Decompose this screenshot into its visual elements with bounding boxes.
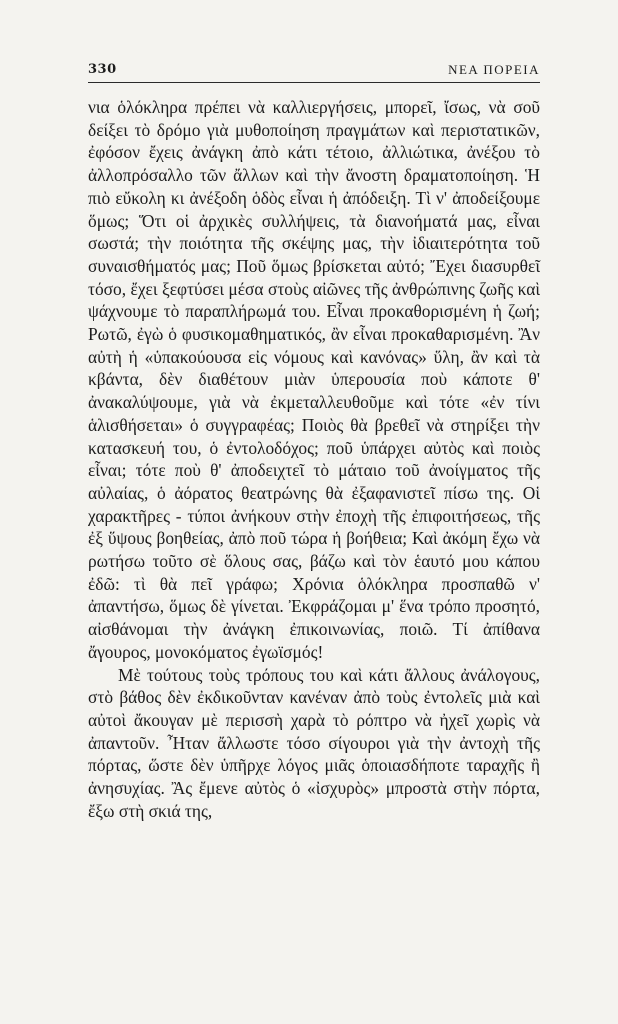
page-header	[88, 60, 540, 84]
paragraph-2: Μὲ τούτους τοὺς τρόπους του καὶ κάτι ἄλλους ἀνάλογους, στὸ βάθος δὲν ἐκδικοῦνταν κανέναν ἀπὸ τοὺς ἐντολεῖς μιὰ καὶ αὐτοὶ ἄκουγαν μὲ περισσὴ χαρὰ τὸ ρόπτρο νὰ ἠχεῖ χωρὶς νὰ ἀπαντοῦν. Ἦταν ἄλλωστε τόσο σίγουροι γιὰ τὴν ἀντοχὴ τῆς πόρτας, ὥστε δὲν ὑπῆρχε λόγος μιᾶς ὁποιασδήποτε ταραχῆς ἢ ἀνησυχίας. Ἂς ἔμενε αὐτὸς ὁ «ἰσχυρὸς» μπροστὰ στὴν πόρτα, ἔξω στὴ σκιά της,	[88, 664, 540, 821]
body-text	[88, 96, 540, 823]
header-rule	[88, 82, 540, 83]
paragraph-1: νια ὁλόκληρα πρέπει νὰ καλλιεργήσεις, μπορεῖ, ἴσως, νὰ σοῦ δείξει τὸ δρόμο γιὰ μυθοποίηση πραγμάτων καὶ περιστατικῶν, ἐφόσον ἔχεις ἀνάγκη ἀπὸ κάτι τέτοιο, ἀλλιώτικα, ἀνέξου τὸ ἀλλοπρόσαλλο τῶν ἄλλων καὶ τὴν ἄνοστη δραματοποίηση. Ἡ πιὸ εὔκολη κι ἀνέξοδη ὁδὸς εἶναι ἡ ἀπόδειξη. Τὶ ν' ἀποδείξουμε ὅμως; Ὅτι οἱ ἀρχικὲς συλλήψεις, τὰ διανοήματά μας, εἶναι σωστά; τὴν ποιότητα τῆς σκέψης μας, τὴν ἰδιαιτερότητα τοῦ συναισθήματός μας; Ποῦ ὅμως βρίσκεται αὐτό; Ἔχει διασυρθεῖ τόσο, ἔχει ξεφτύσει μέσα στοὺς αἰῶνες τῆς ἀνθρώπινης ζωῆς καὶ ψάχνουμε τὸ παραπλήρωμά του. Εἶναι προκαθορισμένη ἡ ζωή; Ρωτῶ, ἐγὼ ὁ φυσικομαθηματικός, ἂν εἶναι προκαθαρισμένη. Ἂν αὐτὴ ἡ «ὑπακούουσα εἰς νόμους καὶ κανόνας» ὕλη, ἂν καὶ τὰ κβάντα, δὲν διαθέτουν μιὰν ὑπερουσία ποὺ κάποτε θ' ἀνακαλύψουμε, γιὰ νὰ ἐκμεταλλευθοῦμε καὶ τότε «ἐν τίνι ἁλισθήσεται» ὁ συγγραφέας; Ποιὸς θὰ βρεθεῖ νὰ στηρίξει τὴν κατασκευή του, ὁ ἐντολοδόχος; ποῦ ὑπάρχει αὐτὸς καὶ ποιὸς εἶναι; τότε ποὺ θ' ἀποδειχτεῖ τὸ μάταιο τοῦ ἀνοίγματος τῆς αὐλαίας, ὁ ἀόρατος θεατρώνης θὰ ἐξαφανιστεῖ πίσω της. Οἱ χαρακτῆρες - τύποι ἀνήκουν στὴν ἐποχὴ τῆς ἐπιφοιτήσεως, τῆς ἐξ ὕψους βοηθείας, ἀπὸ ποῦ τώρα ἡ βοήθεια; Καὶ ἀκόμη ἔχω νὰ ρωτήσω τοῦτο σὲ ὅλους σας, βάζω καὶ τὸν ἑαυτό μου κάπου ἐδῶ: τὶ θὰ πεῖ γράφω; Χρόνια ὁλόκληρα προσπαθῶ ν' ἀπαντήσω, ὅμως δὲ γίνεται. Ἐκφράζομαι μ' ἕνα τρόπο προσητό, αἰσθάνομαι τὴν ἀνάγκη ἐπικοινωνίας, ποιῶ. Τί ἀπίθανα ἄγουρος, μονοκόματος ἐγωϊσμός!	[88, 97, 540, 662]
running-title: ΝΕΑ ΠΟΡΕΙΑ	[448, 62, 540, 77]
page-number: 330	[88, 62, 117, 77]
